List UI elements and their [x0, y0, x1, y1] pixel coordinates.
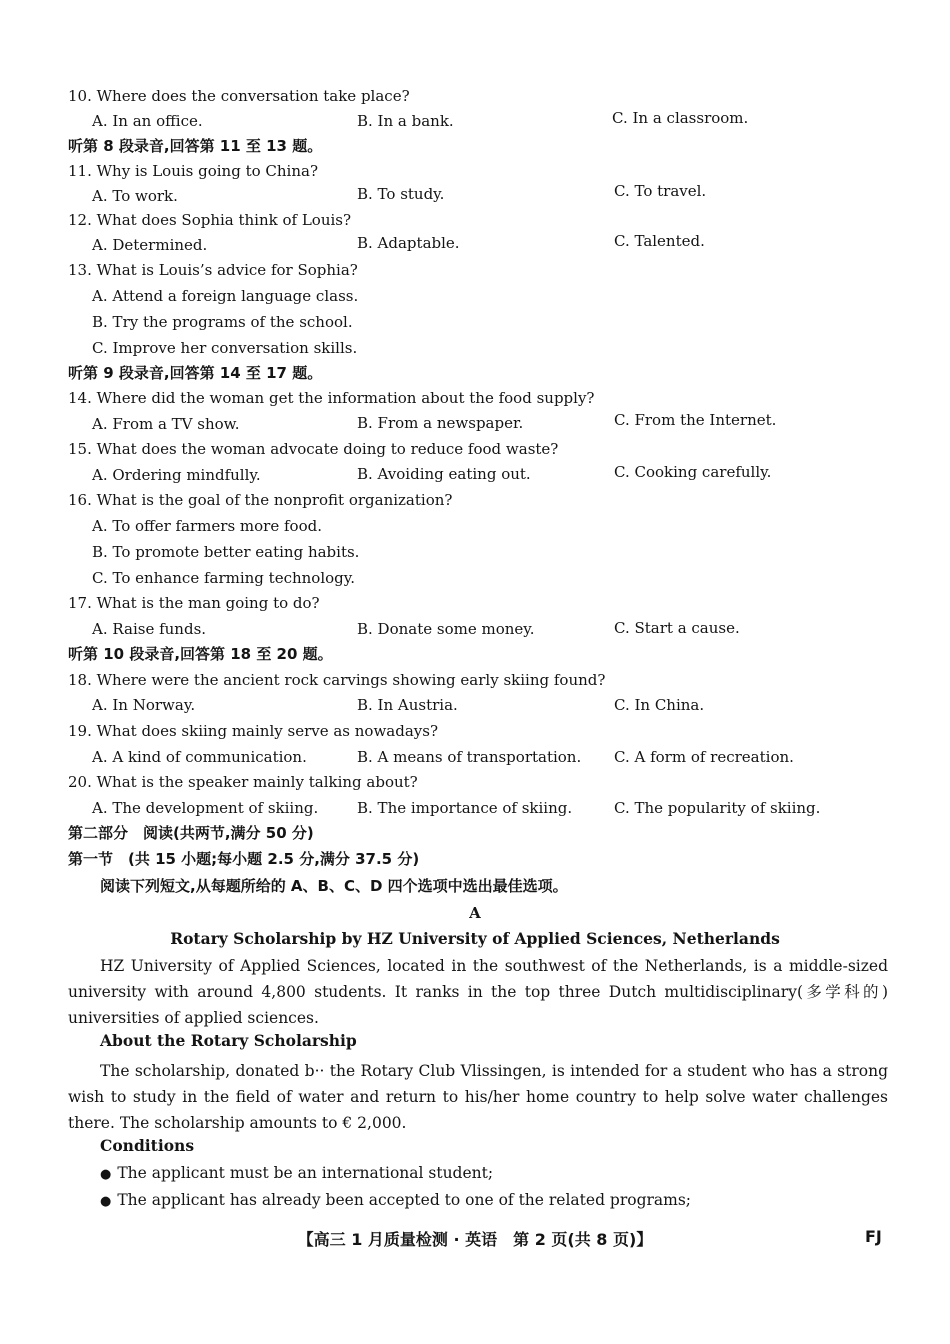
q20-option-a: A. The development of skiing. — [92, 799, 319, 817]
q16-option-c: C. To enhance farming technology. — [92, 569, 356, 587]
q19-option-a: A. A kind of communication. — [92, 748, 307, 766]
part2-heading: 第二部分 阅读(共两节,满分 50 分) — [68, 824, 314, 842]
q17-option-a: A. Raise funds. — [92, 620, 207, 638]
q15-option-a: A. Ordering mindfully. — [92, 466, 261, 484]
question-14-stem: 14. Where did the woman get the information about the food supply? — [68, 389, 595, 407]
q18-option-c: C. In China. — [614, 696, 705, 714]
q12-option-c: C. Talented. — [614, 232, 705, 250]
q20-option-c: C. The popularity of skiing. — [614, 799, 821, 817]
q10-option-b: B. In a bank. — [357, 112, 454, 130]
page-footer: 【高三 1 月质量检测 · 英语 第 2 页(共 8 页)】 — [297, 1230, 653, 1249]
q14-option-b: B. From a newspaper. — [357, 414, 524, 432]
q20-option-b: B. The importance of skiing. — [357, 799, 573, 817]
about-heading: About the Rotary Scholarship — [100, 1031, 357, 1050]
question-11-stem: 11. Why is Louis going to China? — [68, 162, 318, 180]
section-instruction-9: 听第 9 段录音,回答第 14 至 17 题。 — [68, 364, 323, 382]
about-paragraph: The scholarship, donated b·· the Rotary Club Vlissingen, is intended for a student who has a strong wish to study in the field of water and return to his/her home country to help solve water challenges there. The scholarship amounts to € 2,000. — [68, 1062, 888, 1132]
q12-option-b: B. Adaptable. — [357, 234, 460, 252]
q14-option-c: C. From the Internet. — [614, 411, 777, 429]
conditions-heading: Conditions — [100, 1136, 195, 1155]
q19-option-b: B. A means of transportation. — [357, 748, 582, 766]
part2-instruction: 阅读下列短文,从每题所给的 A、B、C、D 四个选项中选出最佳选项。 — [100, 877, 568, 895]
question-19-stem: 19. What does skiing mainly serve as nowadays? — [68, 722, 438, 740]
q17-option-b: B. Donate some money. — [357, 620, 535, 638]
passage-letter: A — [469, 904, 481, 922]
section-instruction-10: 听第 10 段录音,回答第 18 至 20 题。 — [68, 645, 333, 663]
question-17-stem: 17. What is the man going to do? — [68, 594, 320, 612]
q19-option-c: C. A form of recreation. — [614, 748, 794, 766]
passage-title: Rotary Scholarship by HZ University of Applied Sciences, Netherlands — [170, 929, 780, 948]
footer-code: FJ — [865, 1227, 882, 1246]
q15-option-b: B. Avoiding eating out. — [357, 465, 531, 483]
q13-option-c: C. Improve her conversation skills. — [92, 339, 358, 357]
q18-option-a: A. In Norway. — [92, 696, 196, 714]
condition-item-1: ● The applicant must be an international student; — [100, 1163, 493, 1185]
condition-item-2: ● The applicant has already been accepted to one of the related programs; — [100, 1190, 691, 1212]
q16-option-a: A. To offer farmers more food. — [92, 517, 322, 535]
q12-option-a: A. Determined. — [92, 236, 208, 254]
question-13-stem: 13. What is Louis’s advice for Sophia? — [68, 261, 358, 279]
part2-section1-heading: 第一节 (共 15 小题;每小题 2.5 分,满分 37.5 分) — [68, 850, 420, 868]
q14-option-a: A. From a TV show. — [92, 415, 240, 433]
question-10-stem: 10. Where does the conversation take place? — [68, 87, 410, 105]
q16-option-b: B. To promote better eating habits. — [92, 543, 360, 561]
q15-option-c: C. Cooking carefully. — [614, 463, 772, 481]
passage-intro-paragraph: HZ University of Applied Sciences, located in the southwest of the Netherlands, is a middle-sized university with around 4,800 students. It ranks in the top three Dutch multidisciplinary(多学科的) universities of applied sciences. — [68, 957, 888, 1027]
q10-option-c: C. In a classroom. — [612, 109, 749, 127]
question-20-stem: 20. What is the speaker mainly talking about? — [68, 773, 418, 791]
q13-option-b: B. Try the programs of the school. — [92, 313, 353, 331]
q11-option-b: B. To study. — [357, 185, 445, 203]
question-15-stem: 15. What does the woman advocate doing to reduce food waste? — [68, 440, 559, 458]
q13-option-a: A. Attend a foreign language class. — [92, 287, 359, 305]
q11-option-a: A. To work. — [92, 187, 178, 205]
question-18-stem: 18. Where were the ancient rock carvings showing early skiing found? — [68, 671, 606, 689]
question-16-stem: 16. What is the goal of the nonprofit organization? — [68, 491, 453, 509]
q17-option-c: C. Start a cause. — [614, 619, 740, 637]
question-12-stem: 12. What does Sophia think of Louis? — [68, 211, 352, 229]
q10-option-a: A. In an office. — [92, 112, 203, 130]
q11-option-c: C. To travel. — [614, 182, 707, 200]
section-instruction-8: 听第 8 段录音,回答第 11 至 13 题。 — [68, 137, 323, 155]
q18-option-b: B. In Austria. — [357, 696, 458, 714]
